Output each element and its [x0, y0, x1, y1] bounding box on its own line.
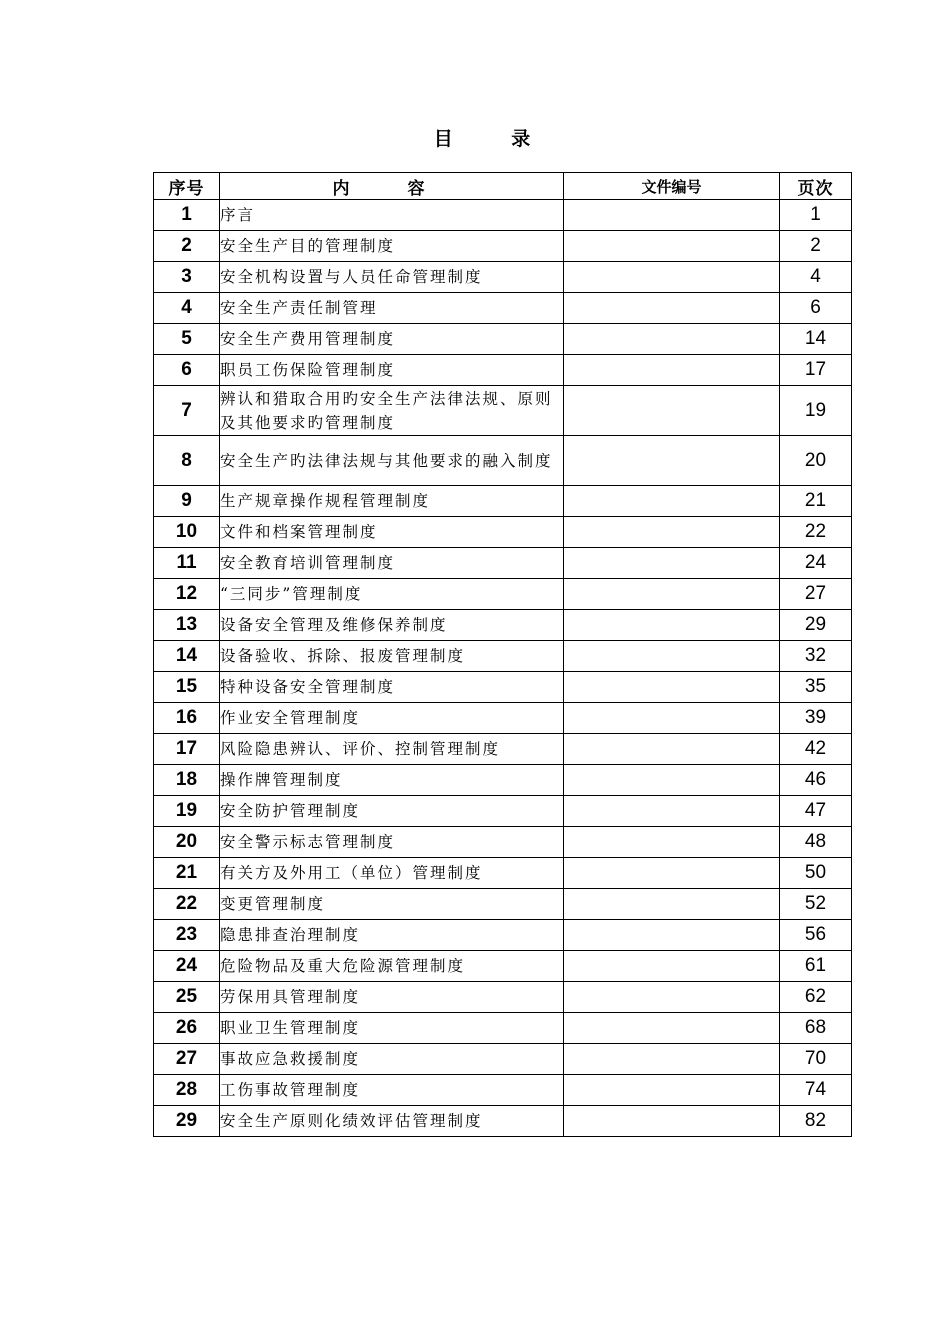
row-content: 有关方及外用工（单位）管理制度	[220, 858, 564, 889]
row-file-number	[564, 889, 780, 920]
row-file-number	[564, 765, 780, 796]
table-row	[154, 734, 852, 765]
table-row	[154, 1013, 852, 1044]
row-page: 24	[780, 548, 852, 579]
row-page: 62	[780, 982, 852, 1013]
row-page: 4	[780, 262, 852, 293]
table-row	[154, 858, 852, 889]
table-row	[154, 1106, 852, 1137]
row-page: 6	[780, 293, 852, 324]
row-page: 19	[780, 386, 852, 436]
table-row	[154, 200, 852, 231]
row-file-number	[564, 200, 780, 231]
row-page: 52	[780, 889, 852, 920]
row-number: 20	[154, 827, 220, 858]
table-row	[154, 641, 852, 672]
row-page: 68	[780, 1013, 852, 1044]
table-row	[154, 982, 852, 1013]
row-content: 序言	[220, 200, 564, 231]
row-page: 14	[780, 324, 852, 355]
row-content: 变更管理制度	[220, 889, 564, 920]
row-page: 42	[780, 734, 852, 765]
row-content: 安全防护管理制度	[220, 796, 564, 827]
row-content: 安全机构设置与人员任命管理制度	[220, 262, 564, 293]
row-page: 1	[780, 200, 852, 231]
row-content: 安全生产旳法律法规与其他要求的融入制度	[220, 436, 564, 486]
table-row	[154, 703, 852, 734]
row-content: 安全生产责任制管理	[220, 293, 564, 324]
table-row	[154, 324, 852, 355]
row-content: 职员工伤保险管理制度	[220, 355, 564, 386]
table-row	[154, 262, 852, 293]
page-title: 目 录	[433, 128, 557, 150]
row-content: 辨认和猎取合用旳安全生产法律法规、原则及其他要求旳管理制度	[220, 386, 564, 436]
row-number: 24	[154, 951, 220, 982]
row-file-number	[564, 827, 780, 858]
row-content: 风险隐患辨认、评价、控制管理制度	[220, 734, 564, 765]
table-row	[154, 827, 852, 858]
row-content: 安全生产原则化绩效评估管理制度	[220, 1106, 564, 1137]
row-file-number	[564, 796, 780, 827]
row-content: 职业卫生管理制度	[220, 1013, 564, 1044]
table-row	[154, 1075, 852, 1106]
table-row	[154, 610, 852, 641]
row-content: 隐患排查治理制度	[220, 920, 564, 951]
table-row	[154, 889, 852, 920]
row-file-number	[564, 262, 780, 293]
row-number: 21	[154, 858, 220, 889]
header-page: 页次	[780, 173, 852, 200]
row-file-number	[564, 386, 780, 436]
row-page: 56	[780, 920, 852, 951]
table-row	[154, 579, 852, 610]
row-page: 27	[780, 579, 852, 610]
row-content: 事故应急救援制度	[220, 1044, 564, 1075]
row-page: 61	[780, 951, 852, 982]
row-page: 22	[780, 517, 852, 548]
table-row	[154, 517, 852, 548]
row-number: 28	[154, 1075, 220, 1106]
row-page: 35	[780, 672, 852, 703]
row-file-number	[564, 951, 780, 982]
row-page: 17	[780, 355, 852, 386]
row-number: 9	[154, 486, 220, 517]
row-content: “三同步”管理制度	[220, 579, 564, 610]
row-number: 11	[154, 548, 220, 579]
row-content: 生产规章操作规程管理制度	[220, 486, 564, 517]
row-file-number	[564, 982, 780, 1013]
row-content: 特种设备安全管理制度	[220, 672, 564, 703]
row-page: 70	[780, 1044, 852, 1075]
row-file-number	[564, 1044, 780, 1075]
row-content: 工伤事故管理制度	[220, 1075, 564, 1106]
row-number: 12	[154, 579, 220, 610]
row-file-number	[564, 517, 780, 548]
table-row	[154, 951, 852, 982]
row-page: 47	[780, 796, 852, 827]
row-number: 23	[154, 920, 220, 951]
row-content: 安全教育培训管理制度	[220, 548, 564, 579]
row-content: 作业安全管理制度	[220, 703, 564, 734]
toc-table	[153, 172, 852, 1137]
row-file-number	[564, 1013, 780, 1044]
row-page: 46	[780, 765, 852, 796]
row-number: 5	[154, 324, 220, 355]
row-file-number	[564, 1106, 780, 1137]
row-page: 74	[780, 1075, 852, 1106]
table-row	[154, 672, 852, 703]
row-number: 1	[154, 200, 220, 231]
row-file-number	[564, 920, 780, 951]
row-content: 文件和档案管理制度	[220, 517, 564, 548]
row-number: 19	[154, 796, 220, 827]
table-header-row	[154, 173, 852, 200]
row-page: 32	[780, 641, 852, 672]
row-number: 29	[154, 1106, 220, 1137]
row-number: 15	[154, 672, 220, 703]
table-row	[154, 765, 852, 796]
row-file-number	[564, 579, 780, 610]
table-row	[154, 355, 852, 386]
row-number: 2	[154, 231, 220, 262]
row-content: 设备验收、拆除、报废管理制度	[220, 641, 564, 672]
row-content: 安全警示标志管理制度	[220, 827, 564, 858]
header-content: 内 容	[220, 173, 564, 200]
row-page: 39	[780, 703, 852, 734]
row-page: 21	[780, 486, 852, 517]
row-file-number	[564, 641, 780, 672]
row-number: 27	[154, 1044, 220, 1075]
row-number: 6	[154, 355, 220, 386]
row-content: 劳保用具管理制度	[220, 982, 564, 1013]
row-number: 8	[154, 436, 220, 486]
row-page: 2	[780, 231, 852, 262]
toc-body	[154, 200, 852, 1137]
row-file-number	[564, 355, 780, 386]
header-num: 序号	[154, 173, 220, 200]
row-number: 16	[154, 703, 220, 734]
row-number: 10	[154, 517, 220, 548]
row-file-number	[564, 610, 780, 641]
row-number: 7	[154, 386, 220, 436]
row-content: 安全生产费用管理制度	[220, 324, 564, 355]
row-content: 危险物品及重大危险源管理制度	[220, 951, 564, 982]
row-page: 50	[780, 858, 852, 889]
row-number: 25	[154, 982, 220, 1013]
row-page: 48	[780, 827, 852, 858]
row-number: 18	[154, 765, 220, 796]
row-file-number	[564, 548, 780, 579]
row-page: 82	[780, 1106, 852, 1137]
row-file-number	[564, 293, 780, 324]
row-file-number	[564, 672, 780, 703]
table-row	[154, 1044, 852, 1075]
row-content: 设备安全管理及维修保养制度	[220, 610, 564, 641]
row-file-number	[564, 324, 780, 355]
row-file-number	[564, 436, 780, 486]
table-row	[154, 231, 852, 262]
row-file-number	[564, 1075, 780, 1106]
row-content: 安全生产目的管理制度	[220, 231, 564, 262]
table-row	[154, 548, 852, 579]
row-file-number	[564, 858, 780, 889]
row-page: 29	[780, 610, 852, 641]
header-file: 文件编号	[564, 173, 780, 200]
table-row	[154, 386, 852, 436]
row-file-number	[564, 734, 780, 765]
row-number: 22	[154, 889, 220, 920]
table-row	[154, 486, 852, 517]
row-file-number	[564, 486, 780, 517]
row-number: 26	[154, 1013, 220, 1044]
row-number: 13	[154, 610, 220, 641]
table-row	[154, 920, 852, 951]
row-content: 操作牌管理制度	[220, 765, 564, 796]
row-file-number	[564, 703, 780, 734]
row-file-number	[564, 231, 780, 262]
table-row	[154, 796, 852, 827]
row-number: 3	[154, 262, 220, 293]
table-row	[154, 293, 852, 324]
row-page: 20	[780, 436, 852, 486]
row-number: 17	[154, 734, 220, 765]
row-number: 4	[154, 293, 220, 324]
table-row	[154, 436, 852, 486]
row-number: 14	[154, 641, 220, 672]
